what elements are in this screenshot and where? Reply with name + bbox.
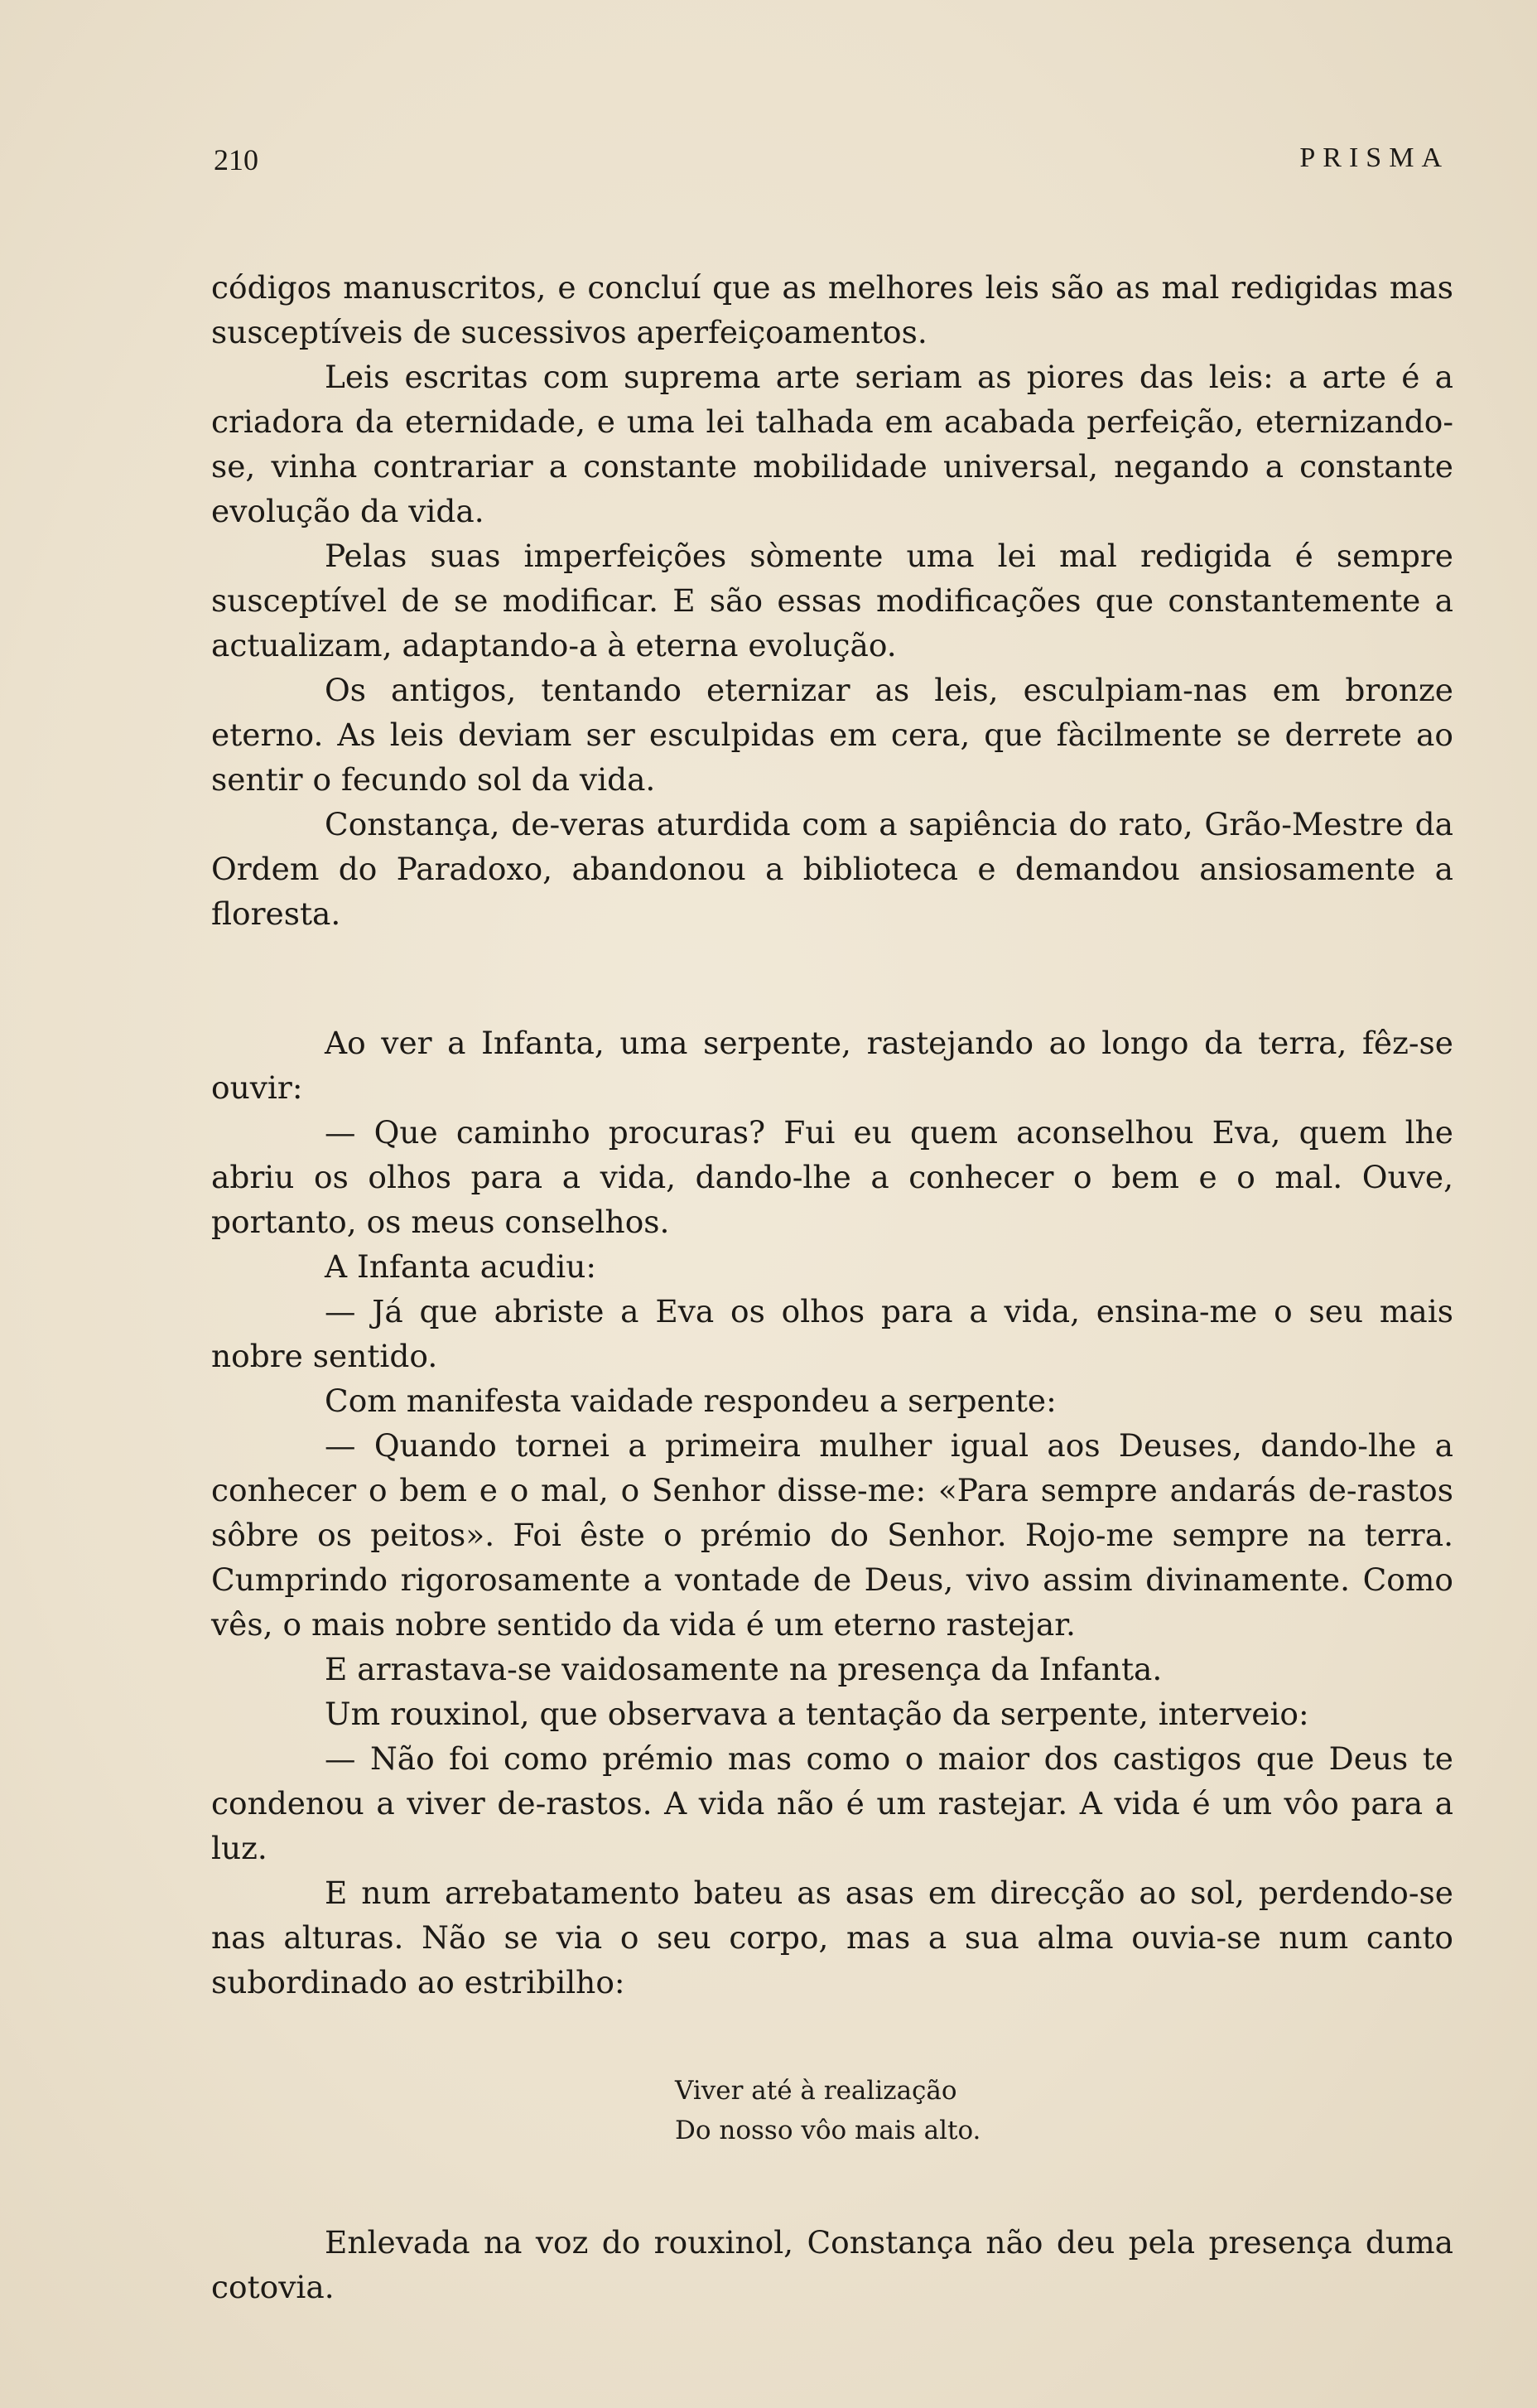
paragraph: E arrastava-se vaidosamente na presença da Infanta. bbox=[325, 1651, 1163, 1687]
paragraph: Enlevada na voz do rouxinol, Constança não deu pela presença duma cotovia. bbox=[211, 2224, 1453, 2305]
paragraph: A Infanta acudiu: bbox=[325, 1248, 596, 1285]
page-number: 210 bbox=[214, 143, 258, 176]
section-break bbox=[211, 936, 1453, 1021]
body-text bbox=[211, 265, 1453, 2309]
paragraph: Um rouxinol, que observava a tentação da serpente, interveio: bbox=[325, 1696, 1309, 1732]
dialogue-paragraph: — Quando tornei a primeira mulher igual aos Deuses, dando-lhe a conhecer o bem e o mal, o Senhor disse-me: «Para sempre andarás de-rastos sôbre os peitos». Foi êste o prémio do Senhor. Rojo-me sempre na terra. Cumprindo rigorosamente a vontade de Deus, vivo assim divinamente. Como vês, o mais nobre sentido da vida é um eterno rastejar. bbox=[211, 1427, 1453, 1643]
paragraph: E num arrebatamento bateu as asas em direcção ao sol, perdendo-se nas alturas. Não se via o seu corpo, mas a sua alma ouvia-se num canto subordinado ao estribilho: bbox=[211, 1875, 1453, 2000]
paragraph: Constança, de-veras aturdida com a sapiência do rato, Grão-Mestre da Ordem do Paradoxo, abandonou a biblioteca e demandou ansiosamente a floresta. bbox=[211, 806, 1453, 932]
paragraph: Ao ver a Infanta, uma serpente, rastejando ao longo da terra, fêz-se ouvir: bbox=[211, 1025, 1453, 1106]
paragraph: Leis escritas com suprema arte seriam as piores das leis: a arte é a criadora da eternidade, e uma lei talhada em acabada perfeição, eternizando-se, vinha contrariar a constante mobilidade universal, negando a constante evolução da vida. bbox=[211, 359, 1453, 529]
dialogue-paragraph: — Não foi como prémio mas como o maior dos castigos que Deus te condenou a viver de-rastos. A vida não é um rastejar. A vida é um vôo para a luz. bbox=[211, 1740, 1453, 1866]
paragraph: Com manifesta vaidade respondeu a serpente: bbox=[325, 1383, 1057, 1419]
dialogue-paragraph: — Já que abriste a Eva os olhos para a vida, ensina-me o seu mais nobre sentido. bbox=[211, 1293, 1453, 1374]
paragraph: códigos manuscritos, e concluí que as melhores leis são as mal redigidas mas susceptíveis de sucessivos aperfeiçoamentos. bbox=[211, 269, 1453, 350]
verse-refrain bbox=[211, 2071, 1453, 2150]
paragraph: Pelas suas imperfeições sòmente uma lei mal redigida é sempre susceptível de se modificar. E são essas modificações que constantemente a actualizam, adaptando-a à eterna evolução. bbox=[211, 538, 1453, 664]
verse-line: Do nosso vôo mais alto. bbox=[675, 2116, 981, 2145]
dialogue-paragraph: — Que caminho procuras? Fui eu quem aconselhou Eva, quem lhe abriu os olhos para a vida, dando-lhe a conhecer o bem e o mal. Ouve, portanto, os meus conselhos. bbox=[211, 1114, 1453, 1240]
page-header bbox=[214, 142, 1449, 184]
paragraph: Os antigos, tentando eternizar as leis, esculpiam-nas em bronze eterno. As leis deviam ser esculpidas em cera, que fàcilmente se derrete ao sentir o fecundo sol da vida. bbox=[211, 672, 1453, 798]
verse-line: Viver até à realização bbox=[675, 2076, 957, 2106]
running-title: PRISMA bbox=[1299, 142, 1449, 173]
